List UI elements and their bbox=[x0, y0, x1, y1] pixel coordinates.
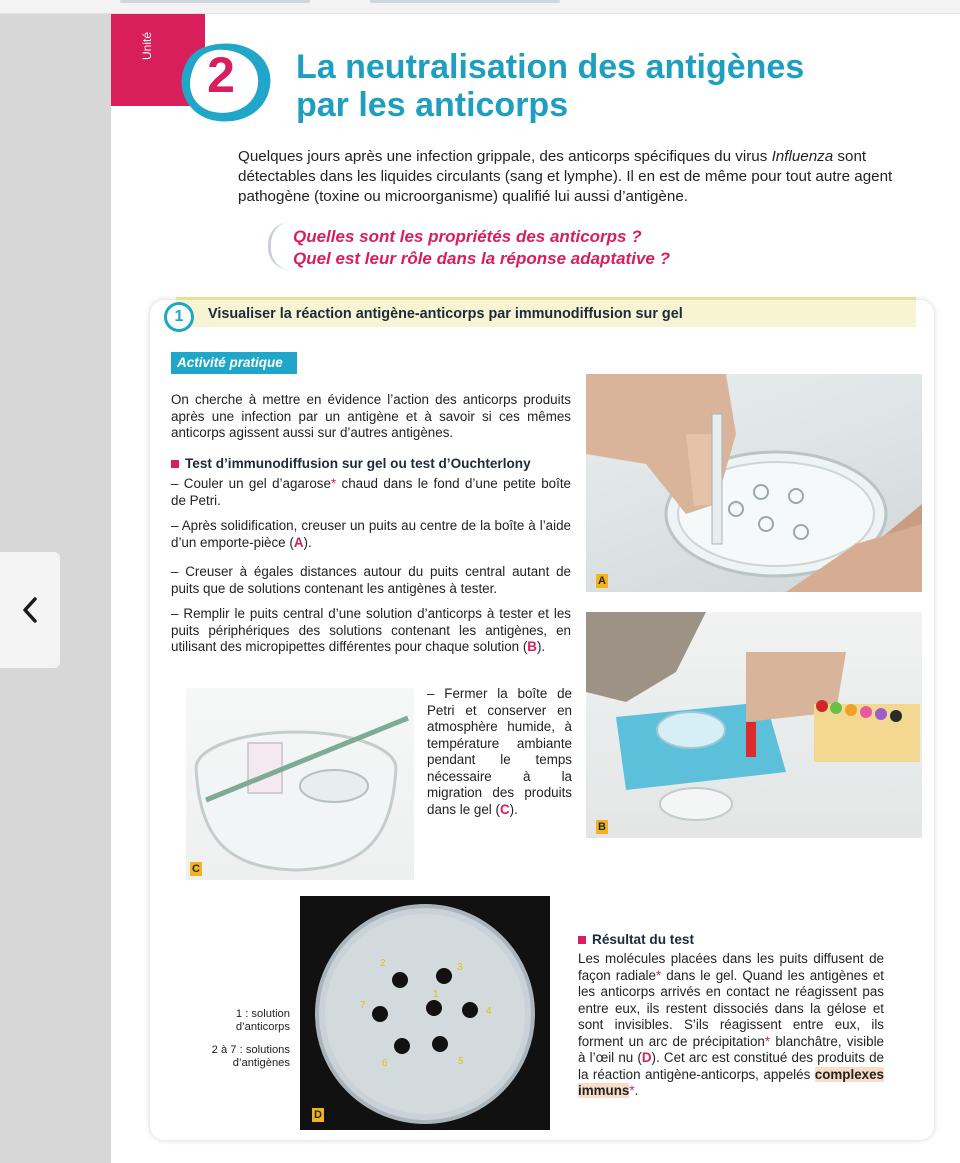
top-bar bbox=[0, 0, 960, 14]
glossary-star: * bbox=[629, 1083, 635, 1098]
result-text-3: blanchâtre, visible à l’œil nu ( bbox=[578, 1033, 884, 1065]
figure-letter-a: A bbox=[596, 574, 608, 588]
title-line-1: La neutralisation des antigènes bbox=[296, 48, 805, 86]
intro-text-end: sont détectables dans les liquides circulants (sang et lymphe). Il en est de même pour tout autre agent pathogène (toxine ou microorganisme) qualifié lui aussi d’antigène. bbox=[238, 148, 893, 205]
guiding-questions bbox=[293, 226, 893, 270]
figure-letter-c: C bbox=[190, 862, 202, 876]
figure-letter-b: B bbox=[596, 820, 608, 834]
figure-ref-a[interactable]: A bbox=[293, 534, 304, 550]
well-2 bbox=[392, 972, 408, 988]
question-2: Quel est leur rôle dans la réponse adaptative ? bbox=[293, 249, 670, 268]
step-2-text: – Après solidification, creuser un puits au centre de la boîte à l’aide d’un emporte-pièce ( bbox=[171, 518, 571, 550]
step-4 bbox=[171, 606, 571, 656]
well-label-1: 1 bbox=[433, 989, 439, 1000]
bullet-square-icon bbox=[578, 936, 586, 944]
photo-a bbox=[586, 374, 922, 592]
step-1-text-end: chaud dans le fond d’une petite boîte de Petri. bbox=[171, 476, 571, 508]
result-title-text: Résultat du test bbox=[592, 932, 694, 947]
question-1: Quelles sont les propriétés des anticorps ? bbox=[293, 227, 642, 246]
step-2 bbox=[171, 518, 571, 551]
step-1 bbox=[171, 476, 571, 509]
result-paragraph bbox=[578, 951, 884, 1100]
step-4-text: – Remplir le puits central d’une solution d’anticorps à tester et les puits périphériques des solutions contenant les antigènes, en utilisant des micropipettes différentes pour chaque solution ( bbox=[171, 606, 571, 654]
page-title bbox=[296, 48, 936, 124]
photo-d bbox=[300, 896, 550, 1130]
label-solution-anticorps: 1 : solution d’anticorps bbox=[235, 1008, 290, 1033]
glossary-star: * bbox=[764, 1033, 771, 1049]
step-3: – Creuser à égales distances autour du puits central autant de puits que de solutions contenant les antigènes à tester. bbox=[171, 564, 571, 596]
result-text-4: ). Cet arc est constitué des produits de la réaction antigène-anticorps, appelés bbox=[578, 1050, 884, 1082]
virus-name: Influenza bbox=[771, 148, 834, 165]
section-number: 1 bbox=[164, 302, 194, 332]
well-label-2: 2 bbox=[380, 958, 386, 969]
figure-letter-d: D bbox=[312, 1108, 324, 1122]
well-label-6: 6 bbox=[382, 1058, 388, 1069]
figure-ref-c[interactable]: C bbox=[499, 801, 510, 817]
glossary-star: * bbox=[330, 476, 337, 491]
result-text-5: . bbox=[634, 1083, 639, 1098]
petri-punch-illustration bbox=[586, 374, 922, 592]
section-title: Visualiser la réaction antigène-anticorps par immunodiffusion sur gel bbox=[208, 306, 683, 322]
glossary-term-complexes-immuns[interactable]: complexes immuns bbox=[578, 1066, 884, 1098]
test-title bbox=[171, 456, 581, 471]
unit-label: Unité bbox=[140, 31, 154, 60]
well-label-3: 3 bbox=[457, 962, 463, 973]
gel-dish-illustration bbox=[300, 896, 550, 1130]
well-6 bbox=[394, 1038, 410, 1054]
intro-text: Quelques jours après une infection grippale, des anticorps spécifiques du virus bbox=[238, 148, 772, 165]
photo-c bbox=[186, 688, 414, 880]
previous-page-button[interactable] bbox=[0, 552, 60, 668]
step-4-text-end: ). bbox=[536, 639, 546, 654]
label-solutions-antigenes: 2 à 7 : solutions d’antigènes bbox=[211, 1044, 290, 1069]
result-text-1: Les molécules placées dans les puits diffusent de façon radiale bbox=[578, 951, 884, 983]
well-4 bbox=[462, 1002, 478, 1018]
activity-label: Activité pratique bbox=[171, 352, 297, 374]
well-label-7: 7 bbox=[360, 1000, 366, 1011]
figure-ref-d[interactable]: D bbox=[641, 1050, 652, 1065]
well-5 bbox=[432, 1036, 448, 1052]
step-5-text-end: ). bbox=[509, 801, 518, 817]
well-label-5: 5 bbox=[458, 1056, 464, 1067]
humid-chamber-illustration bbox=[186, 688, 414, 880]
well-3 bbox=[436, 968, 452, 984]
progress-segment bbox=[370, 0, 560, 3]
figure-ref-b[interactable]: B bbox=[527, 639, 537, 654]
step-1-text: – Couler un gel d’agarose bbox=[171, 476, 331, 491]
well-label-4: 4 bbox=[486, 1006, 492, 1017]
step-2-text-end: ). bbox=[303, 534, 312, 550]
step-5-text: – Fermer la boîte de Petri et conserver en atmosphère humide, à température ambiante pendant le temps nécessaire à la migration des produits dans le gel ( bbox=[427, 686, 572, 817]
method-intro: On cherche à mettre en évidence l’action des anticorps produits après une infection par un antigène et à savoir si ces mêmes anticorps agissent aussi sur d’autres antigènes. bbox=[171, 392, 571, 440]
progress-segment bbox=[120, 0, 310, 3]
question-bracket bbox=[268, 222, 290, 270]
micropipette-illustration bbox=[586, 612, 922, 838]
title-line-2: par les anticorps bbox=[296, 86, 569, 124]
chevron-left-icon bbox=[20, 595, 40, 625]
well-1 bbox=[426, 1000, 442, 1016]
well-7 bbox=[372, 1006, 388, 1022]
result-text-2: dans le gel. Quand les antigènes et les anticorps arrivés en contact ne réagissent pas entre eux, ils restent dissociés dans la gélose et sont invisibles. S’ils réagissent entre eux, ils forment un arc de précipitation bbox=[578, 967, 884, 1049]
test-title-text: Test d’immunodiffusion sur gel ou test d’Ouchterlony bbox=[185, 456, 531, 471]
result-title bbox=[578, 932, 878, 947]
glossary-star: * bbox=[655, 967, 662, 983]
step-5 bbox=[427, 686, 572, 818]
unit-number: 2 bbox=[207, 47, 235, 103]
intro-paragraph bbox=[238, 147, 940, 207]
bullet-square-icon bbox=[171, 460, 179, 468]
photo-b bbox=[586, 612, 922, 838]
